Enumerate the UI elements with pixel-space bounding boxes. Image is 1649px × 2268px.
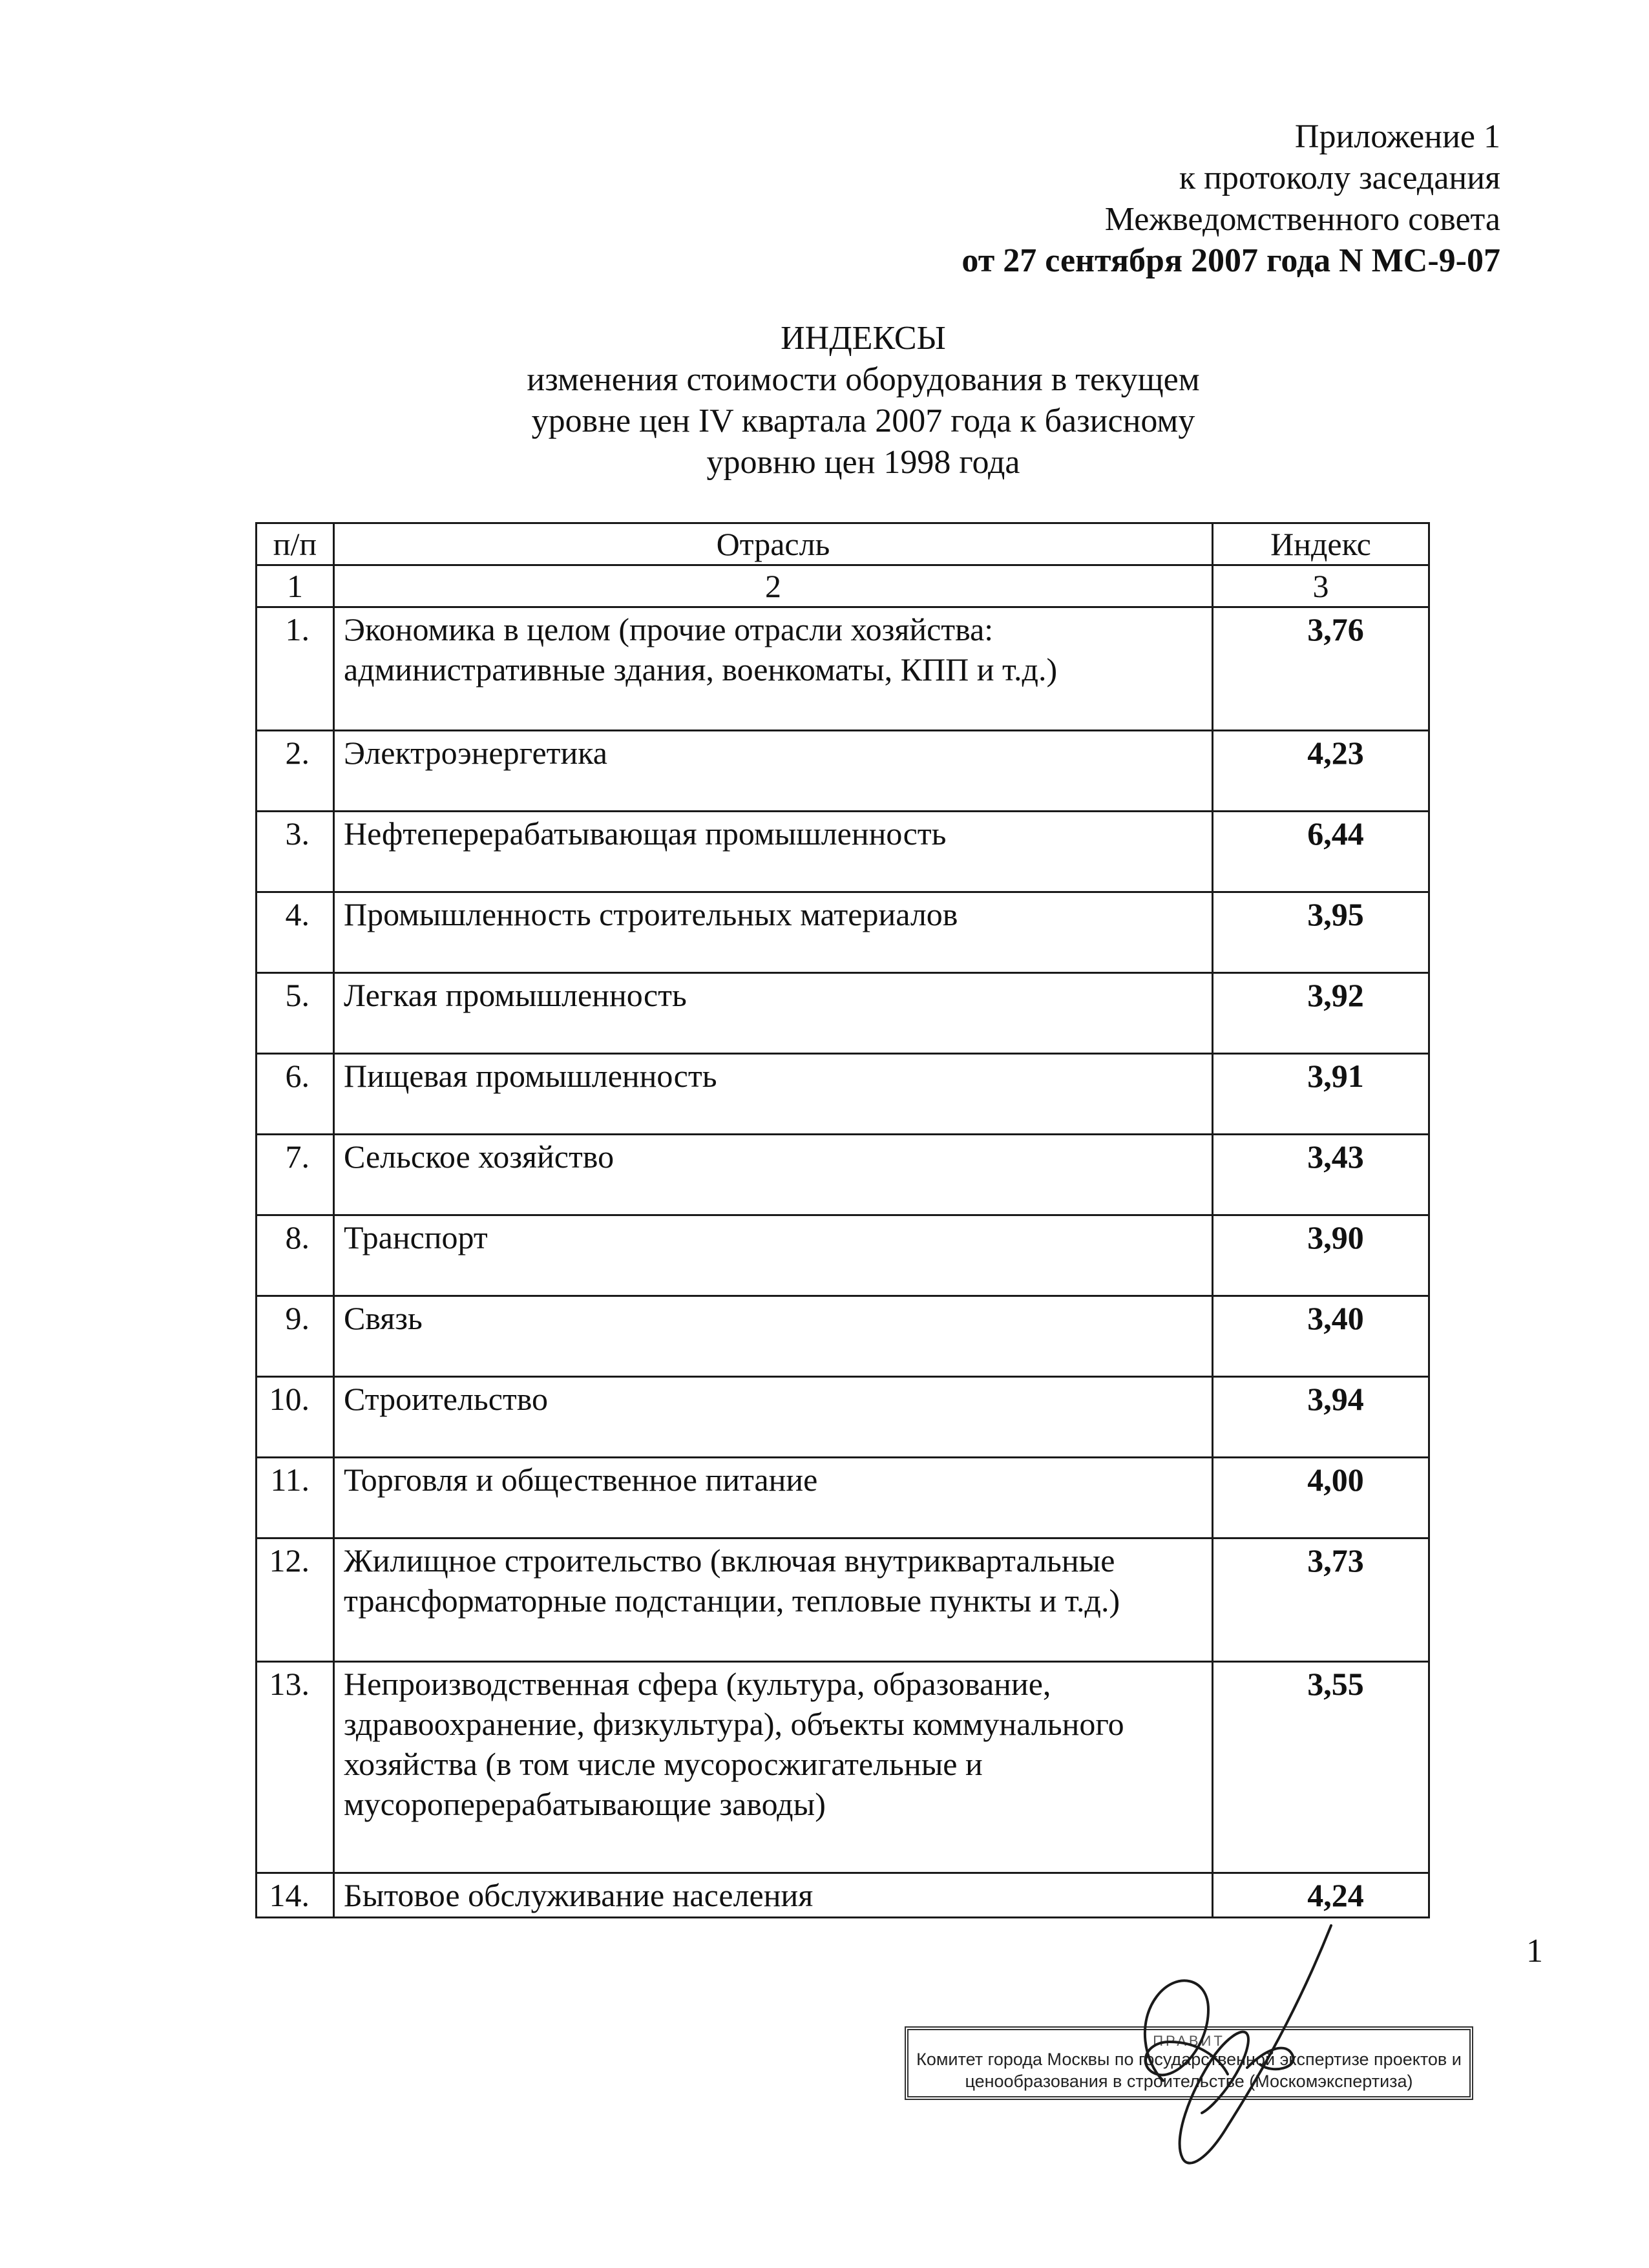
row-industry: Нефтеперерабатывающая промышленность [334,812,1213,892]
column-numbers-row [257,565,1429,607]
appendix-line-1: Приложение 1 [1294,118,1500,155]
table-row [257,1538,1429,1662]
row-num: 1. [257,607,334,731]
table-row [257,1296,1429,1377]
row-num: 5. [257,973,334,1054]
table-row [257,812,1429,892]
column-number-3: 3 [1213,565,1429,607]
row-index: 3,55 [1213,1662,1429,1873]
row-index: 3,92 [1213,973,1429,1054]
stamp-top-text: ПРАВИТ [1153,2033,1225,2049]
row-index: 4,00 [1213,1458,1429,1538]
row-index: 3,90 [1213,1215,1429,1296]
row-industry: Экономика в целом (прочие отрасли хозяйства: административные здания, военкоматы, КПП и т.д.) [334,607,1213,731]
row-index: 3,94 [1213,1377,1429,1458]
row-index: 4,23 [1213,731,1429,812]
row-num: 14. [257,1873,334,1918]
header-industry: Отрасль [334,523,1213,565]
stamp-line-1: Комитет города Москвы по государственной экспертизе проектов и [916,2050,1462,2069]
row-index: 3,91 [1213,1054,1429,1135]
row-num: 4. [257,892,334,973]
row-index: 3,76 [1213,607,1429,731]
table-row [257,892,1429,973]
row-industry: Промышленность строительных материалов [334,892,1213,973]
title-line-3: уровне цен IV квартала 2007 года к базисному [531,403,1195,439]
row-num: 11. [257,1458,334,1538]
header-index: Индекс [1213,523,1429,565]
row-index: 3,40 [1213,1296,1429,1377]
table-row [257,1054,1429,1135]
row-index: 3,73 [1213,1538,1429,1662]
row-industry: Строительство [334,1377,1213,1458]
table-row [257,607,1429,731]
header-num: п/п [257,523,334,565]
row-index: 4,24 [1213,1873,1429,1918]
stamp-line-2: ценообразования в строительстве (Москомэкспертиза) [965,2072,1413,2091]
row-num: 2. [257,731,334,812]
title-line-1: ИНДЕКСЫ [781,320,946,357]
table-row [257,1135,1429,1215]
table-row [257,1662,1429,1873]
row-industry: Связь [334,1296,1213,1377]
appendix-line-2: к протоколу заседания [1179,160,1500,196]
table-row [257,973,1429,1054]
table-row [257,1458,1429,1538]
page-number: 1 [1526,1933,1543,1969]
table-row [257,1873,1429,1918]
row-index: 3,43 [1213,1135,1429,1215]
table-header-row [257,523,1429,565]
row-index: 6,44 [1213,812,1429,892]
table-row [257,1377,1429,1458]
appendix-header [961,116,1500,282]
column-number-2: 2 [334,565,1213,607]
row-industry: Электроэнергетика [334,731,1213,812]
row-industry: Непроизводственная сфера (культура, образование, здравоохранение, физкультура), объекты коммунального хозяйства (в том числе мусоросжигательные и мусороперерабатывающие заводы) [334,1662,1213,1873]
row-industry: Легкая промышленность [334,973,1213,1054]
row-num: 10. [257,1377,334,1458]
table-row [257,1215,1429,1296]
row-num: 7. [257,1135,334,1215]
row-num: 12. [257,1538,334,1662]
row-num: 13. [257,1662,334,1873]
table-row [257,731,1429,812]
row-index: 3,95 [1213,892,1429,973]
title-line-2: изменения стоимости оборудования в текущем [527,361,1200,398]
row-industry: Жилищное строительство (включая внутриквартальные трансформаторные подстанции, тепловые пункты и т.д.) [334,1538,1213,1662]
row-industry: Транспорт [334,1215,1213,1296]
row-num: 6. [257,1054,334,1135]
row-industry: Пищевая промышленность [334,1054,1213,1135]
row-num: 9. [257,1296,334,1377]
row-industry: Сельское хозяйство [334,1135,1213,1215]
row-industry: Бытовое обслуживание населения [334,1873,1213,1918]
title-line-4: уровню цен 1998 года [706,444,1020,481]
row-industry: Торговля и общественное питание [334,1458,1213,1538]
appendix-line-3: Межведомственного совета [1104,201,1500,238]
document-title [0,318,1649,483]
index-table [255,522,1430,1918]
column-number-1: 1 [257,565,334,607]
row-num: 3. [257,812,334,892]
appendix-line-4: от 27 сентября 2007 года N МС-9-07 [961,242,1500,279]
signature [1060,1913,1396,2184]
row-num: 8. [257,1215,334,1296]
